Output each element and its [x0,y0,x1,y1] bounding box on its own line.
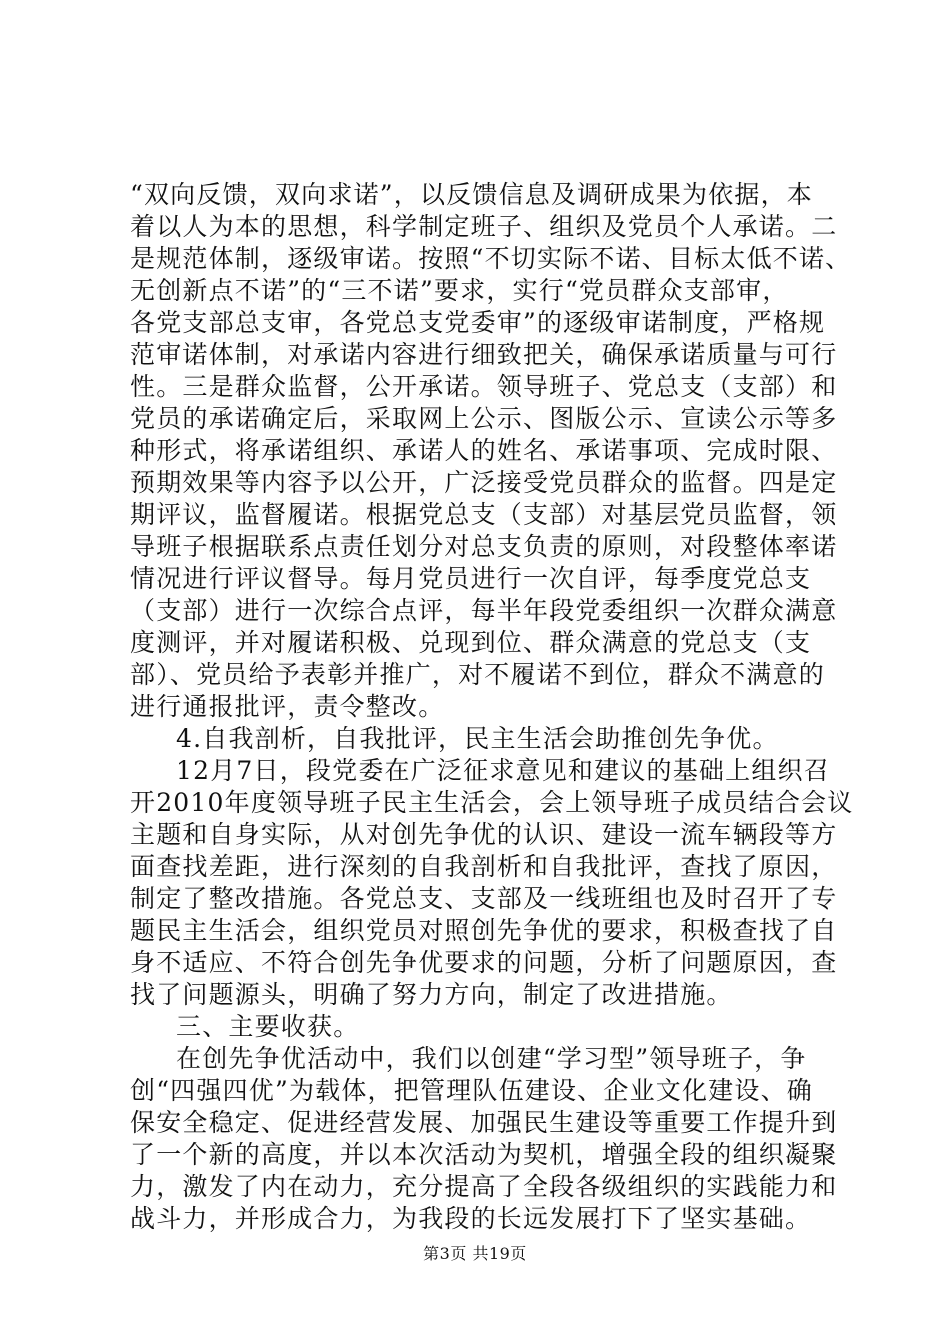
text-line: 身不适应、不符合创先争优要求的问题，分析了问题原因，查 [130,948,838,977]
text-line: 各党支部总支审，各党总支党委审”的逐级审诺制度，严格规 [130,308,826,337]
text-line: （支部）进行一次综合点评，每半年段党委组织一次群众满意 [130,596,838,625]
text-line: 预期效果等内容予以公开，广泛接受党员群众的监督。四是定 [130,468,838,497]
text-line: 导班子根据联系点责任划分对总支负责的原则，对段整体率诺 [130,532,838,561]
text-line: 面查找差距，进行深刻的自我剖析和自我批评，查找了原因， [130,852,838,881]
text-line: 主题和自身实际，从对创先争优的认识、建设一流车辆段等方 [130,820,838,849]
text-line: “双向反馈，双向求诺”，以反馈信息及调研成果为依据，本 [130,180,813,209]
paragraph-start: 在创先争优活动中，我们以创建“学习型”领导班子，争 [176,1044,807,1073]
text-line: 性。三是群众监督，公开承诺。领导班子、党总支（支部）和 [130,372,838,401]
text-line: 了一个新的高度，并以本次活动为契机，增强全段的组织凝聚 [130,1140,838,1169]
text-line: 党员的承诺确定后，采取网上公示、图版公示、宣读公示等多 [130,404,838,433]
text-line: 部）、党员给予表彰并推广，对不履诺不到位，群众不满意的 [130,660,825,689]
text-line: 范审诺体制，对承诺内容进行细致把关，确保承诺质量与可行 [130,340,838,369]
text-line: 战斗力，并形成合力，为我段的长远发展打下了坚实基础。 [130,1204,812,1233]
section-heading: 4.自我剖析，自我批评，民主生活会助推创先争优。 [176,724,779,753]
text-line: 创“四强四优”为载体，把管理队伍建设、企业文化建设、确 [130,1076,813,1105]
text-line: 力，激发了内在动力，充分提高了全段各级组织的实践能力和 [130,1172,838,1201]
text-line: 着以人为本的思想，科学制定班子、组织及党员个人承诺。二 [130,212,838,241]
text-line: 度测评，并对履诺积极、兑现到位、群众满意的党总支（支 [130,628,812,657]
document-body [130,179,854,1235]
text-line: 是规范体制，逐级审诺。按照“不切实际不诺、目标太低不诺、 [130,244,852,273]
text-line: 期评议，监督履诺。根据党总支（支部）对基层党员监督，领 [130,500,838,529]
text-line: 开2010年度领导班子民主生活会，会上领导班子成员结合会议 [130,788,854,817]
text-line: 情况进行评议督导。每月党员进行一次自评，每季度党总支 [130,564,812,593]
text-line: 保安全稳定、促进经营发展、加强民生建设等重要工作提升到 [130,1108,838,1137]
text-line: 找了问题源头，明确了努力方向，制定了改进措施。 [130,980,733,1009]
text-line: 无创新点不诺”的“三不诺”要求，实行“党员群众支部审， [130,276,789,305]
text-line: 制定了整改措施。各党总支、支部及一线班组也及时召开了专 [130,884,838,913]
text-line: 进行通报批评，责令整改。 [130,692,445,721]
paragraph-start: 12月7日，段党委在广泛征求意见和建议的基础上组织召 [176,756,830,785]
page-number-footer: 第3页 共19页 [423,1244,527,1263]
text-line: 种形式，将承诺组织、承诺人的姓名、承诺事项、完成时限、 [130,436,838,465]
text-line: 题民主生活会，组织党员对照创先争优的要求，积极查找了自 [130,916,838,945]
section-heading: 三、主要收获。 [176,1012,360,1041]
